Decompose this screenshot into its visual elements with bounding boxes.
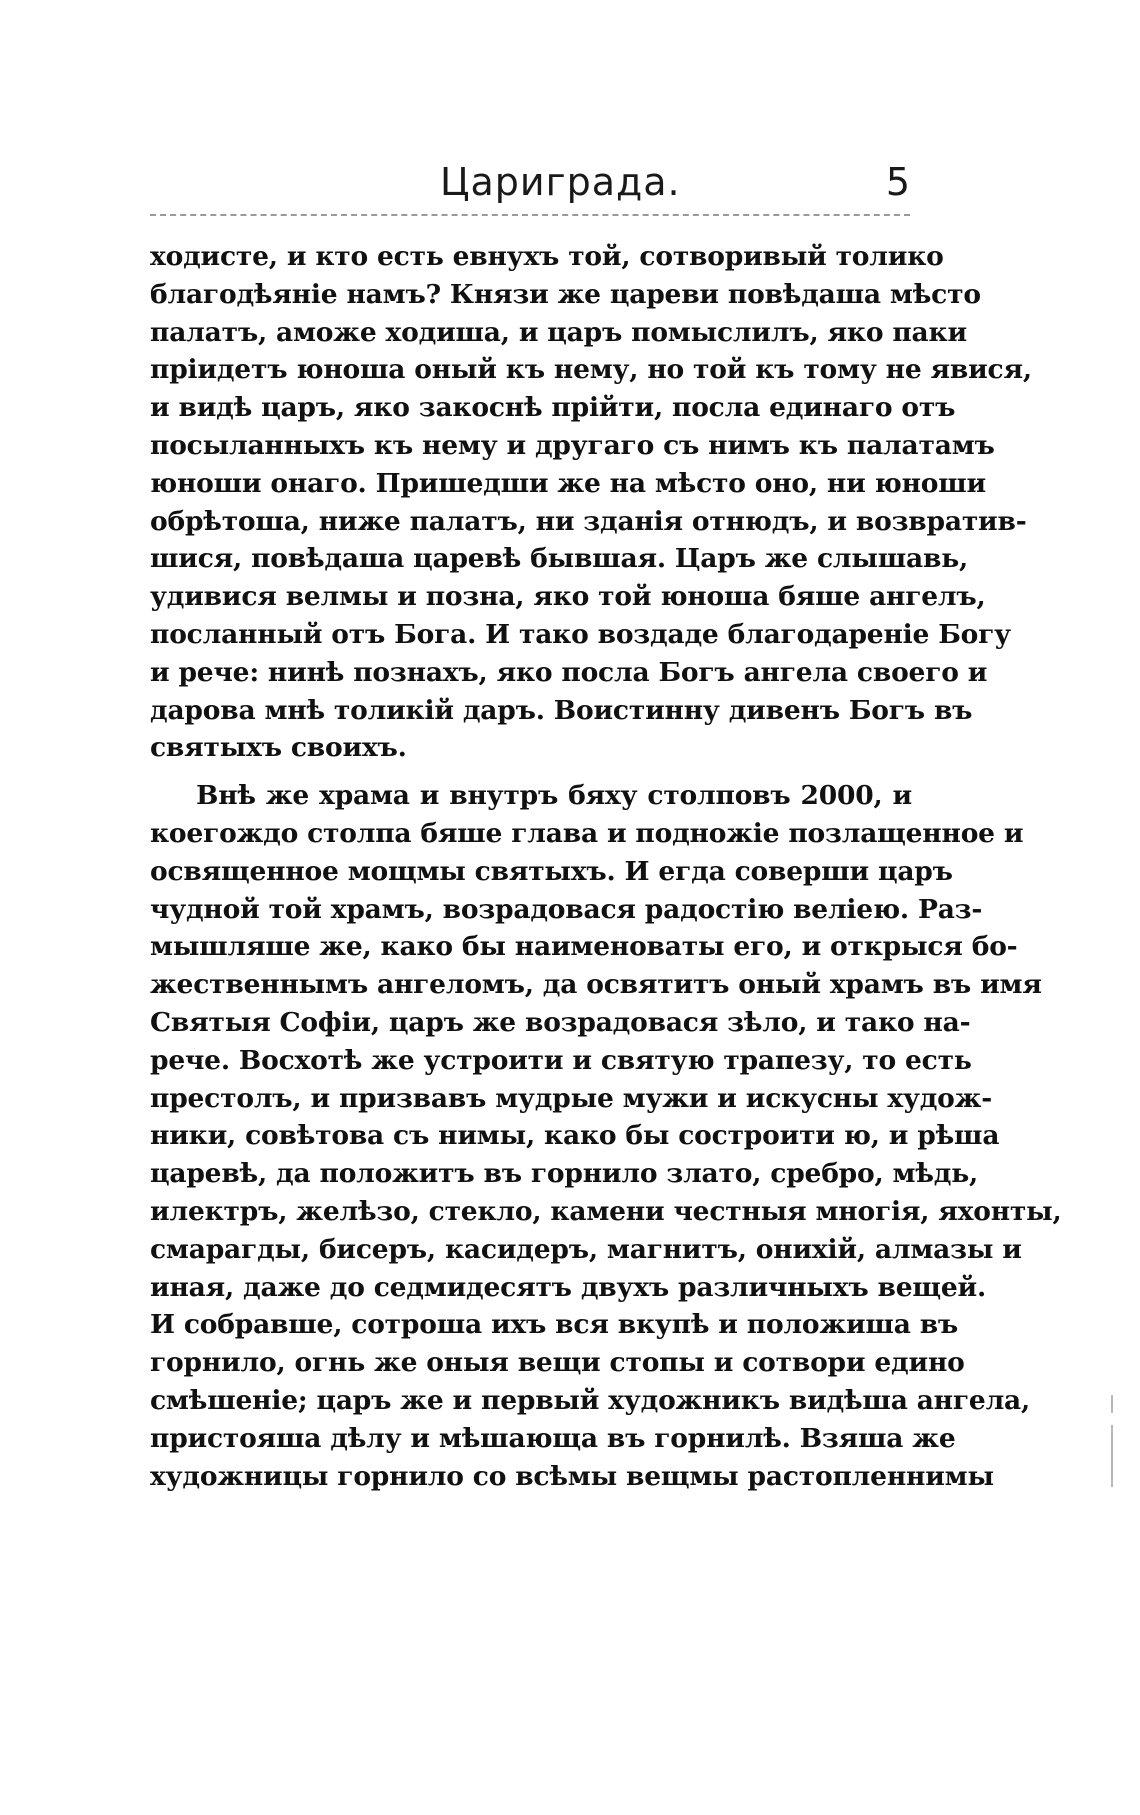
paragraph-gap: [150, 767, 912, 777]
text-line: Внѣ же храма и внутръ бяху столповъ 2000, и: [196, 780, 912, 812]
text-line: чудной той храмъ, возрадовася радостію веліею. Раз-: [150, 893, 983, 925]
text-line: рече. Восхотѣ же устроити и святую трапезу, то есть: [150, 1044, 972, 1076]
text-line: и видѣ царъ, яко закоснѣ прійти, посла единаго отъ: [150, 392, 956, 424]
page-number: 5: [885, 160, 910, 204]
paragraph-2: [150, 777, 1062, 1495]
text-line: обрѣтоша, ниже палатъ, ни зданія отнюдъ, и возвратив-: [150, 505, 1027, 537]
text-line: Святыя Софіи, царъ же возрадовася зѣло, и тако на-: [150, 1006, 971, 1038]
text-line: смарагды, бисеръ, касидеръ, магнитъ, онихій, алмазы и: [150, 1233, 1022, 1265]
margin-scan-mark: [1111, 1425, 1113, 1487]
text-line: ходисте, и кто есть евнухъ той, сотворивый толико: [150, 241, 944, 272]
text-line: жественнымъ ангеломъ, да освятитъ оный храмъ въ имя: [150, 969, 1042, 1001]
text-line: удивися велмы и позна, яко той юноша бяше ангелъ,: [150, 581, 986, 613]
text-line: посыланныхъ къ нему и другаго съ нимъ къ палатамъ: [150, 429, 995, 461]
running-title: Цариграда.: [440, 160, 681, 204]
text-line: смѣшеніе; царъ же и первый художникъ видѣша ангела,: [150, 1384, 1031, 1416]
margin-scan-mark: [1111, 1395, 1113, 1413]
text-line: посланный отъ Бога. И тако воздаде благодареніе Богу: [150, 618, 1011, 650]
text-line: илектръ, желѣзо, стекло, камени честныя многія, яхонты,: [150, 1195, 1062, 1227]
text-line: горнило, огнь же оныя вещи стопы и сотвори едино: [150, 1347, 965, 1379]
text-line: ники, совѣтова съ нимы, како бы состроити ю, и рѣша: [150, 1120, 1000, 1152]
body-text: [150, 238, 1062, 1495]
text-line: И собравше, сотроша ихъ вся вкупѣ и положиша въ: [150, 1309, 959, 1341]
text-line: дарова мнѣ толикій даръ. Воистинну дивенъ Богъ въ: [150, 694, 973, 726]
text-line: коегождо столпа бяше глава и подножіе позлащенное и: [150, 817, 1024, 849]
running-head: [150, 160, 910, 210]
header-rule: [150, 214, 910, 216]
text-line: царевѣ, да положитъ въ горнило злато, сребро, мѣдь,: [150, 1158, 979, 1190]
text-line: пріидетъ юноша оный къ нему, но той къ тому не явися,: [150, 354, 1032, 386]
text-line: и рече: нинѣ познахъ, яко посла Богъ ангела своего и: [150, 656, 988, 688]
text-line: иная, даже до седмидесятъ двухъ различныхъ вещей.: [150, 1271, 986, 1303]
text-line: юноши онаго. Пришедши же на мѣсто оно, ни юноши: [150, 467, 986, 499]
text-line: пристояша дѣлу и мѣшающа въ горнилѣ. Взяша же: [150, 1422, 956, 1454]
text-line: святыхъ своихъ.: [150, 732, 407, 764]
text-line: палатъ, аможе ходиша, и царъ помыслилъ, яко паки: [150, 316, 967, 348]
text-line: художницы горнило со всѣмы вещмы растопленнимы: [150, 1460, 994, 1492]
text-line: шися, повѣдаша царевѣ бывшая. Царъ же слышавь,: [150, 543, 969, 575]
paragraph-1: [150, 238, 1032, 767]
text-line: освященное мощмы святыхъ. И егда соверши царъ: [150, 855, 953, 887]
text-line: благодѣяніе намъ? Князи же цареви повѣдаша мѣсто: [150, 278, 981, 310]
text-line: мышляше же, како бы наименоваты его, и открыся бо-: [150, 931, 1018, 963]
text-line: престолъ, и призвавъ мудрые мужи и искусны худож-: [150, 1082, 993, 1114]
